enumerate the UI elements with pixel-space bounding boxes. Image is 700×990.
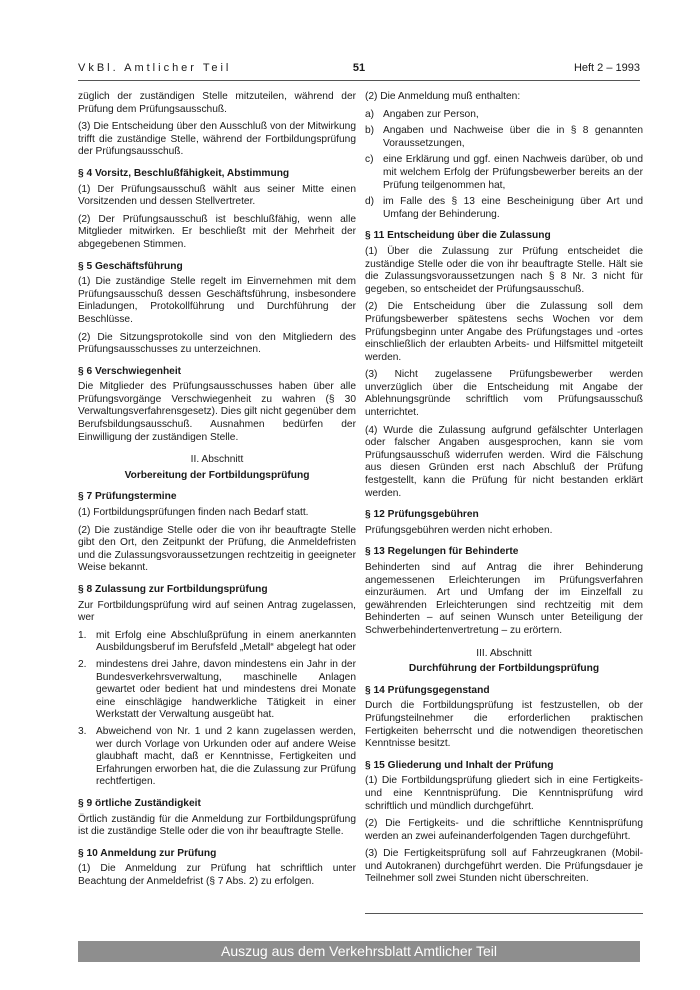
list-text: mindestens drei Jahre, davon mindestens ein Jahr in der Bundesverkehrsverwaltung, maschinelle Anlagen gewartet oder bedient hat und mindestens drei Monate eine einschlägige handwerkliche Tätigkeit in einer Werkstatt der Verwaltung ausgeübt hat.: [96, 658, 356, 721]
paragraph: (2) Die Entscheidung über die Zulassung soll dem Prüfungsbewerber spätestens sechs Wochen vor dem Prüfungsbeginn unter Angabe des Prüfungstages und -ortes einschließlich der erlaubten Arbeits- und Hilfsmittel mitgeteilt werden.: [365, 301, 643, 363]
list-marker: b): [365, 125, 375, 137]
paragraph: Prüfungsgebühren werden nicht erhoben.: [365, 524, 553, 536]
paragraph: (3) Die Fertigkeitsprüfung soll auf Fahrzeugkranen (Mobil- und Autokranen) durchgeführt werden. Die Prüfungsdauer je Teilnehmer soll zwei Stunden nicht überschreiten.: [365, 848, 643, 885]
paragraph: (1) Der Prüfungsausschuß wählt aus seiner Mitte einen Vorsitzenden und dessen Stellvertreter.: [78, 183, 356, 208]
footer-banner: Auszug aus dem Verkehrsblatt Amtlicher Teil: [78, 941, 640, 962]
list-marker: 2.: [78, 658, 87, 670]
paragraph: (1) Die zuständige Stelle regelt im Einvernehmen mit dem Prüfungsausschuß dessen Geschäftsführung, insbesondere Einladungen, Protokollführung und Durchführung der Beschlüsse.: [78, 276, 356, 325]
list-text: im Falle des § 13 eine Bescheinigung über Art und Umfang der Behinderung.: [383, 196, 643, 220]
list-text: mit Erfolg eine Abschlußprüfung in einem anerkannten Ausbildungsberuf im Berufsfeld „Metall“ abgelegt hat oder: [96, 629, 356, 654]
section-heading: § 7 Prüfungstermine: [78, 491, 177, 503]
paragraph: (1) Über die Zulassung zur Prüfung entscheidet die zuständige Stelle oder die von ihr beauftragte Stelle. Hält sie die Zulassungsvoraussetzungen nach § 8 Nr. 3 nicht für gegeben, so entscheidet der Prüfungsausschuß.: [365, 245, 643, 295]
paragraph: (2) Die Fertigkeits- und die schriftliche Kenntnisprüfung werden an zwei aufeinanderfolgenden Tagen durchgeführt.: [365, 818, 643, 842]
paragraph: (2) Die zuständige Stelle oder die von ihr beauftragte Stelle gibt den Ort, den Zeitpunkt der Prüfung, die Anmeldefristen und die Zulassungsvoraussetzungen rechtzeitig in geeigneter Weise bekannt.: [78, 524, 356, 574]
right-column: [365, 91, 643, 891]
list-text: Abweichend von Nr. 1 und 2 kann zugelassen werden, wer durch Vorlage von Urkunden oder auf andere Weise glaubhaft macht, daß er Kenntnisse, Fertigkeiten und Erfahrungen erworben hat, die die Zulassung zur Prüfung rechtfertigen.: [96, 725, 356, 788]
issue-label: Heft 2 – 1993: [573, 62, 640, 74]
section-heading: § 6 Verschwiegenheit: [78, 365, 182, 377]
list-marker: 1.: [78, 629, 87, 641]
paragraph: (2) Die Sitzungsprotokolle sind von den Mitgliedern des Prüfungsausschusses zu unterzeichnen.: [78, 331, 356, 356]
paragraph: (1) Die Anmeldung zur Prüfung hat schriftlich unter Beachtung der Anmeldefrist (§ 7 Abs. 2) zu erfolgen.: [78, 863, 356, 887]
header-rule: [78, 80, 640, 81]
section-heading: § 12 Prüfungsgebühren: [365, 509, 479, 521]
paragraph: Örtlich zuständig für die Anmeldung zur Fortbildungsprüfung ist die zuständige Stelle oder die von ihr beauftragte Stelle.: [78, 813, 356, 838]
paragraph: (3) Nicht zugelassene Prüfungsbewerber werden unverzüglich über die Entscheidung mit Angabe der Ablehnungsgründe schriftlich vom Prüfungsausschuß unterrichtet.: [365, 369, 643, 419]
section-heading: § 9 örtliche Zuständigkeit: [78, 797, 201, 809]
list-item: [78, 630, 356, 655]
list-item: [365, 196, 643, 221]
list-marker: c): [365, 154, 374, 166]
journal-name: VkBl. Amtlicher Teil: [78, 62, 232, 74]
list-text: eine Erklärung und ggf. einen Nachweis darüber, ob und mit welchem Erfolg der Prüfungsbewerber bereits an der Prüfung teilgenommen hat,: [383, 154, 643, 191]
paragraph: (1) Die Fortbildungsprüfung gliedert sich in eine Fertigkeits- und eine Kenntnisprüfung. Die Kenntnisprüfung wird schriftlich und mündlich durchgeführt.: [365, 775, 643, 812]
paragraph: (4) Wurde die Zulassung aufgrund gefälschter Unterlagen oder falscher Angaben ausgesprochen, kann sie vom Prüfungsausschuß widerrufen werden. Wird die Fälschung aus diesen Gründen erst nach Abschluß der Prüfung festgestellt, kann die Prüfung für nicht bestanden erklärt werden.: [365, 424, 643, 499]
part-label: II. Abschnitt: [190, 454, 244, 466]
list-marker: a): [365, 108, 375, 120]
column-end-rule: [365, 913, 643, 914]
list-marker: 3.: [78, 725, 87, 737]
paragraph: (2) Die Anmeldung muß enthalten:: [365, 91, 521, 102]
list-item: [78, 659, 356, 722]
part-title: Durchführung der Fortbildungsprüfung: [408, 663, 600, 675]
list-item: [78, 726, 356, 789]
section-heading: § 10 Anmeldung zur Prüfung: [78, 847, 217, 859]
left-column: [78, 91, 356, 893]
section-heading: § 11 Entscheidung über die Zulassung: [365, 230, 551, 242]
paragraph: Zur Fortbildungsprüfung wird auf seinen Antrag zugelassen, wer: [78, 599, 356, 624]
paragraph: Behinderten sind auf Antrag die ihrer Behinderung angemessenen Erleichterungen im Prüfungsverfahren einzuräumen. Art und Umfang der im Einzelfall zu gewährenden Erleichterungen sind rechtzeitig mit dem Behinderten – auf seinen Wunsch unter Beteiligung der Schwerbehindertenvertretung – zu erörtern.: [365, 562, 643, 636]
list-marker: d): [365, 196, 375, 208]
section-heading: § 15 Gliederung und Inhalt der Prüfung: [365, 759, 554, 771]
paragraph: (2) Der Prüfungsausschuß ist beschlußfähig, wenn alle Mitglieder mitwirken. Er beschließt mit der Mehrheit der abgegebenen Stimmen.: [78, 213, 356, 250]
part-title: Vorbereitung der Fortbildungsprüfung: [124, 469, 310, 481]
paragraph: (1) Fortbildungsprüfungen finden nach Bedarf statt.: [78, 507, 309, 519]
paragraph: Durch die Fortbildungsprüfung ist festzustellen, ob der Prüfungsteilnehmer die erforderlichen praktischen Fertigkeiten beherrscht und die notwendigen theoretischen Kenntnisse besitzt.: [365, 700, 643, 750]
list-item: [365, 154, 643, 192]
list-item: [365, 125, 643, 150]
paragraph: (3) Die Entscheidung über den Ausschluß von der Mitwirkung trifft die zuständige Stelle, während der Fortbildungsprüfung der Prüfungsausschuß.: [78, 121, 356, 158]
part-label: III. Abschnitt: [476, 647, 532, 659]
list-text: Angaben zur Person,: [383, 108, 479, 120]
page-header: [78, 62, 640, 80]
section-heading: § 4 Vorsitz, Beschlußfähigkeit, Abstimmung: [78, 167, 290, 179]
section-heading: § 14 Prüfungsgegenstand: [365, 684, 490, 696]
section-heading: § 8 Zulassung zur Fortbildungsprüfung: [78, 584, 268, 595]
section-heading: § 13 Regelungen für Behinderte: [365, 546, 519, 558]
page-number: 51: [352, 62, 366, 74]
paragraph: Die Mitglieder des Prüfungsausschusses haben über alle Prüfungsvorgänge Verschwiegenheit zu wahren (§ 30 Verwaltungsverfahrensgesetz). Dies gilt nicht gegenüber dem Berufsbildungsausschuß. Ausnahmen bedürfen der Einwilligung der zuständigen Stelle.: [78, 381, 356, 443]
section-heading: § 5 Geschäftsführung: [78, 260, 183, 272]
paragraph: züglich der zuständigen Stelle mitzuteilen, während der Prüfung dem Prüfungsausschuß.: [78, 91, 356, 115]
list-item: [365, 109, 643, 122]
list-text: Angaben und Nachweise über die in § 8 genannten Voraussetzungen,: [383, 125, 643, 149]
